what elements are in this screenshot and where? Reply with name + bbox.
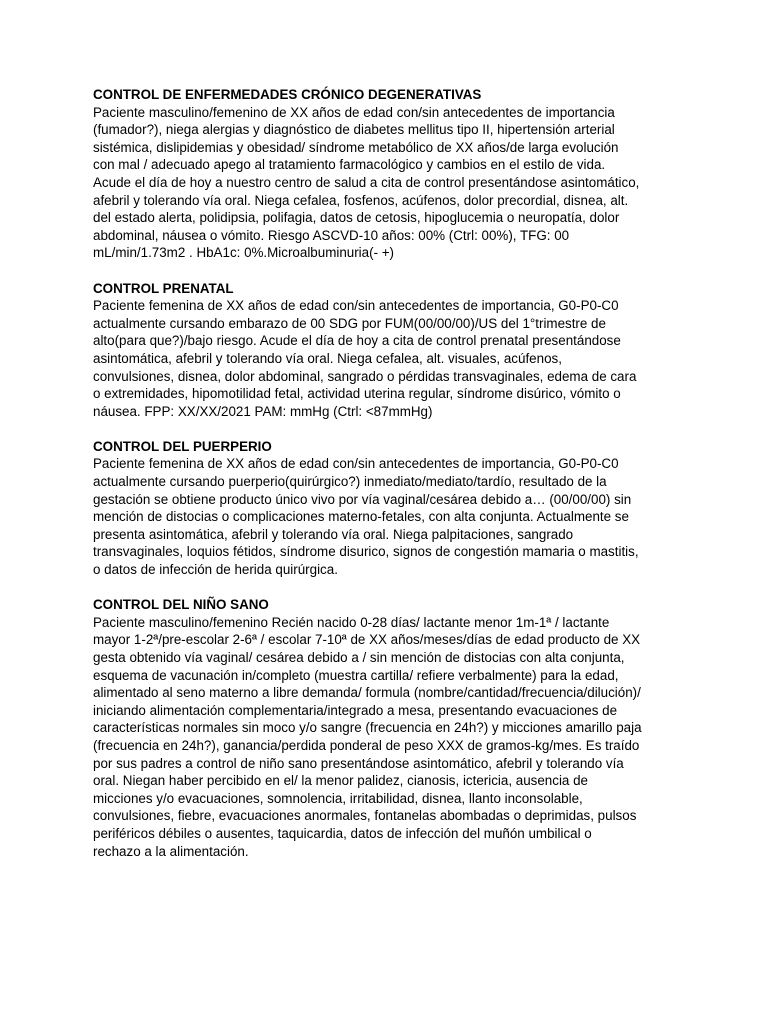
section-body: Paciente femenina de XX años de edad con/sin antecedentes de importancia, G0-P0-C0 actualmente cursando embarazo de 00 SDG por FUM(00/00/00)/US del 1°trimestre de alto(para que?)/bajo riesgo. Acude el día de hoy a cita de control prenatal presentándose asintomática, afebril y tolerando vía oral. Niega cefalea, alt. visuales, acúfenos, convulsiones, disnea, dolor abdominal, sangrado o pérdidas transvaginales, edema de cara o extremidades, hipomotilidad fetal, actividad uterina regular, síndrome disúrico, vómito o náusea. FPP: XX/XX/2021 PAM: mmHg (Ctrl: <87mmHg) [93, 298, 637, 419]
section-title: CONTROL DE ENFERMEDADES CRÓNICO DEGENERATIVAS [93, 87, 482, 102]
section-puerperium-control [93, 438, 683, 579]
section-title: CONTROL PRENATAL [93, 280, 234, 296]
section-title: CONTROL DEL PUERPERIO [93, 438, 272, 454]
section-title: CONTROL DEL NIÑO SANO [93, 597, 269, 613]
section-chronic-degenerative-control [93, 86, 683, 262]
document-page [93, 86, 683, 878]
section-body: Paciente femenina de XX años de edad con/sin antecedentes de importancia, G0-P0-C0 actualmente cursando puerperio(quirúrgico?) inmediato/mediato/tardío, resultado de la gestación se obtiene producto único vivo por vía vaginal/cesárea debido a… (00/00/00) sin mención de distocias o complicaciones materno-fetales, con alta conjunta. Actualmente se presenta asintomática, afebril y tolerando vía oral. Niega palpitaciones, sangrado transvaginales, loquios fétidos, síndrome disurico, signos de congestión mamaria o mastitis, o datos de infección de herida quirúrgica. [93, 456, 639, 578]
section-prenatal-control [93, 280, 683, 421]
section-body: Paciente masculino/femenino Recién nacido 0-28 días/ lactante menor 1m-1ª / lactante mayor 1-2ª/pre-escolar 2-6ª / escolar 7-10ª de XX años/meses/días de edad producto de XX gesta obtenido vía vaginal/ cesárea debido a / sin mención de distocias con alta conjunta, esquema de vacunación in/completo (muestra cartilla/ refiere verbalmente) para la edad, alimentado al seno materno a libre demanda/ formula (nombre/cantidad/frecuencia/dilución)/ iniciando alimentación complementaria/integrado a mesa, presentando evacuaciones de características normales sin moco y/o sangre (frecuencia en 24h?) y micciones amarillo paja (frecuencia en 24h?), ganancia/perdida ponderal de peso XXX de gramos-kg/mes. Es traído por sus padres a control de niño sano presentándose asintomático, afebril y tolerando vía oral. Niegan haber percibido en el/ la menor palidez, cianosis, ictericia, ausencia de micciones y/o evacuaciones, somnolencia, irritabilidad, disnea, llanto inconsolable, convulsiones, fiebre, evacuaciones anormales, fontanelas abombadas o deprimidas, pulsos periféricos débiles o ausentes, taquicardia, datos de infección del muñón umbilical o rechazo a la alimentación. [93, 614, 642, 859]
section-body: Paciente masculino/femenino de XX años de edad con/sin antecedentes de importancia (fumador?), niega alergias y diagnóstico de diabetes mellitus tipo II, hipertensión arterial sistémica, dislipidemias y obesidad/ síndrome metabólico de XX años/de larga evolución con mal / adecuado apego al tratamiento farmacológico y cambios en el estilo de vida. Acude el día de hoy a nuestro centro de salud a cita de control presentándose asintomático, afebril y tolerando vía oral. Niega cefalea, fosfenos, acúfenos, dolor precordial, disnea, alt. del estado alerta, polidipsia, polifagia, datos de cetosis, hipoglucemia o neuropatía, dolor abdominal, náusea o vómito. Riesgo ASCVD-10 años: 00% (Ctrl: 00%), TFG: 00 mL/min/1.73m2 . HbA1c: 0%.Microalbuminuria(- +) [93, 104, 640, 261]
section-healthy-child-control [93, 596, 683, 860]
